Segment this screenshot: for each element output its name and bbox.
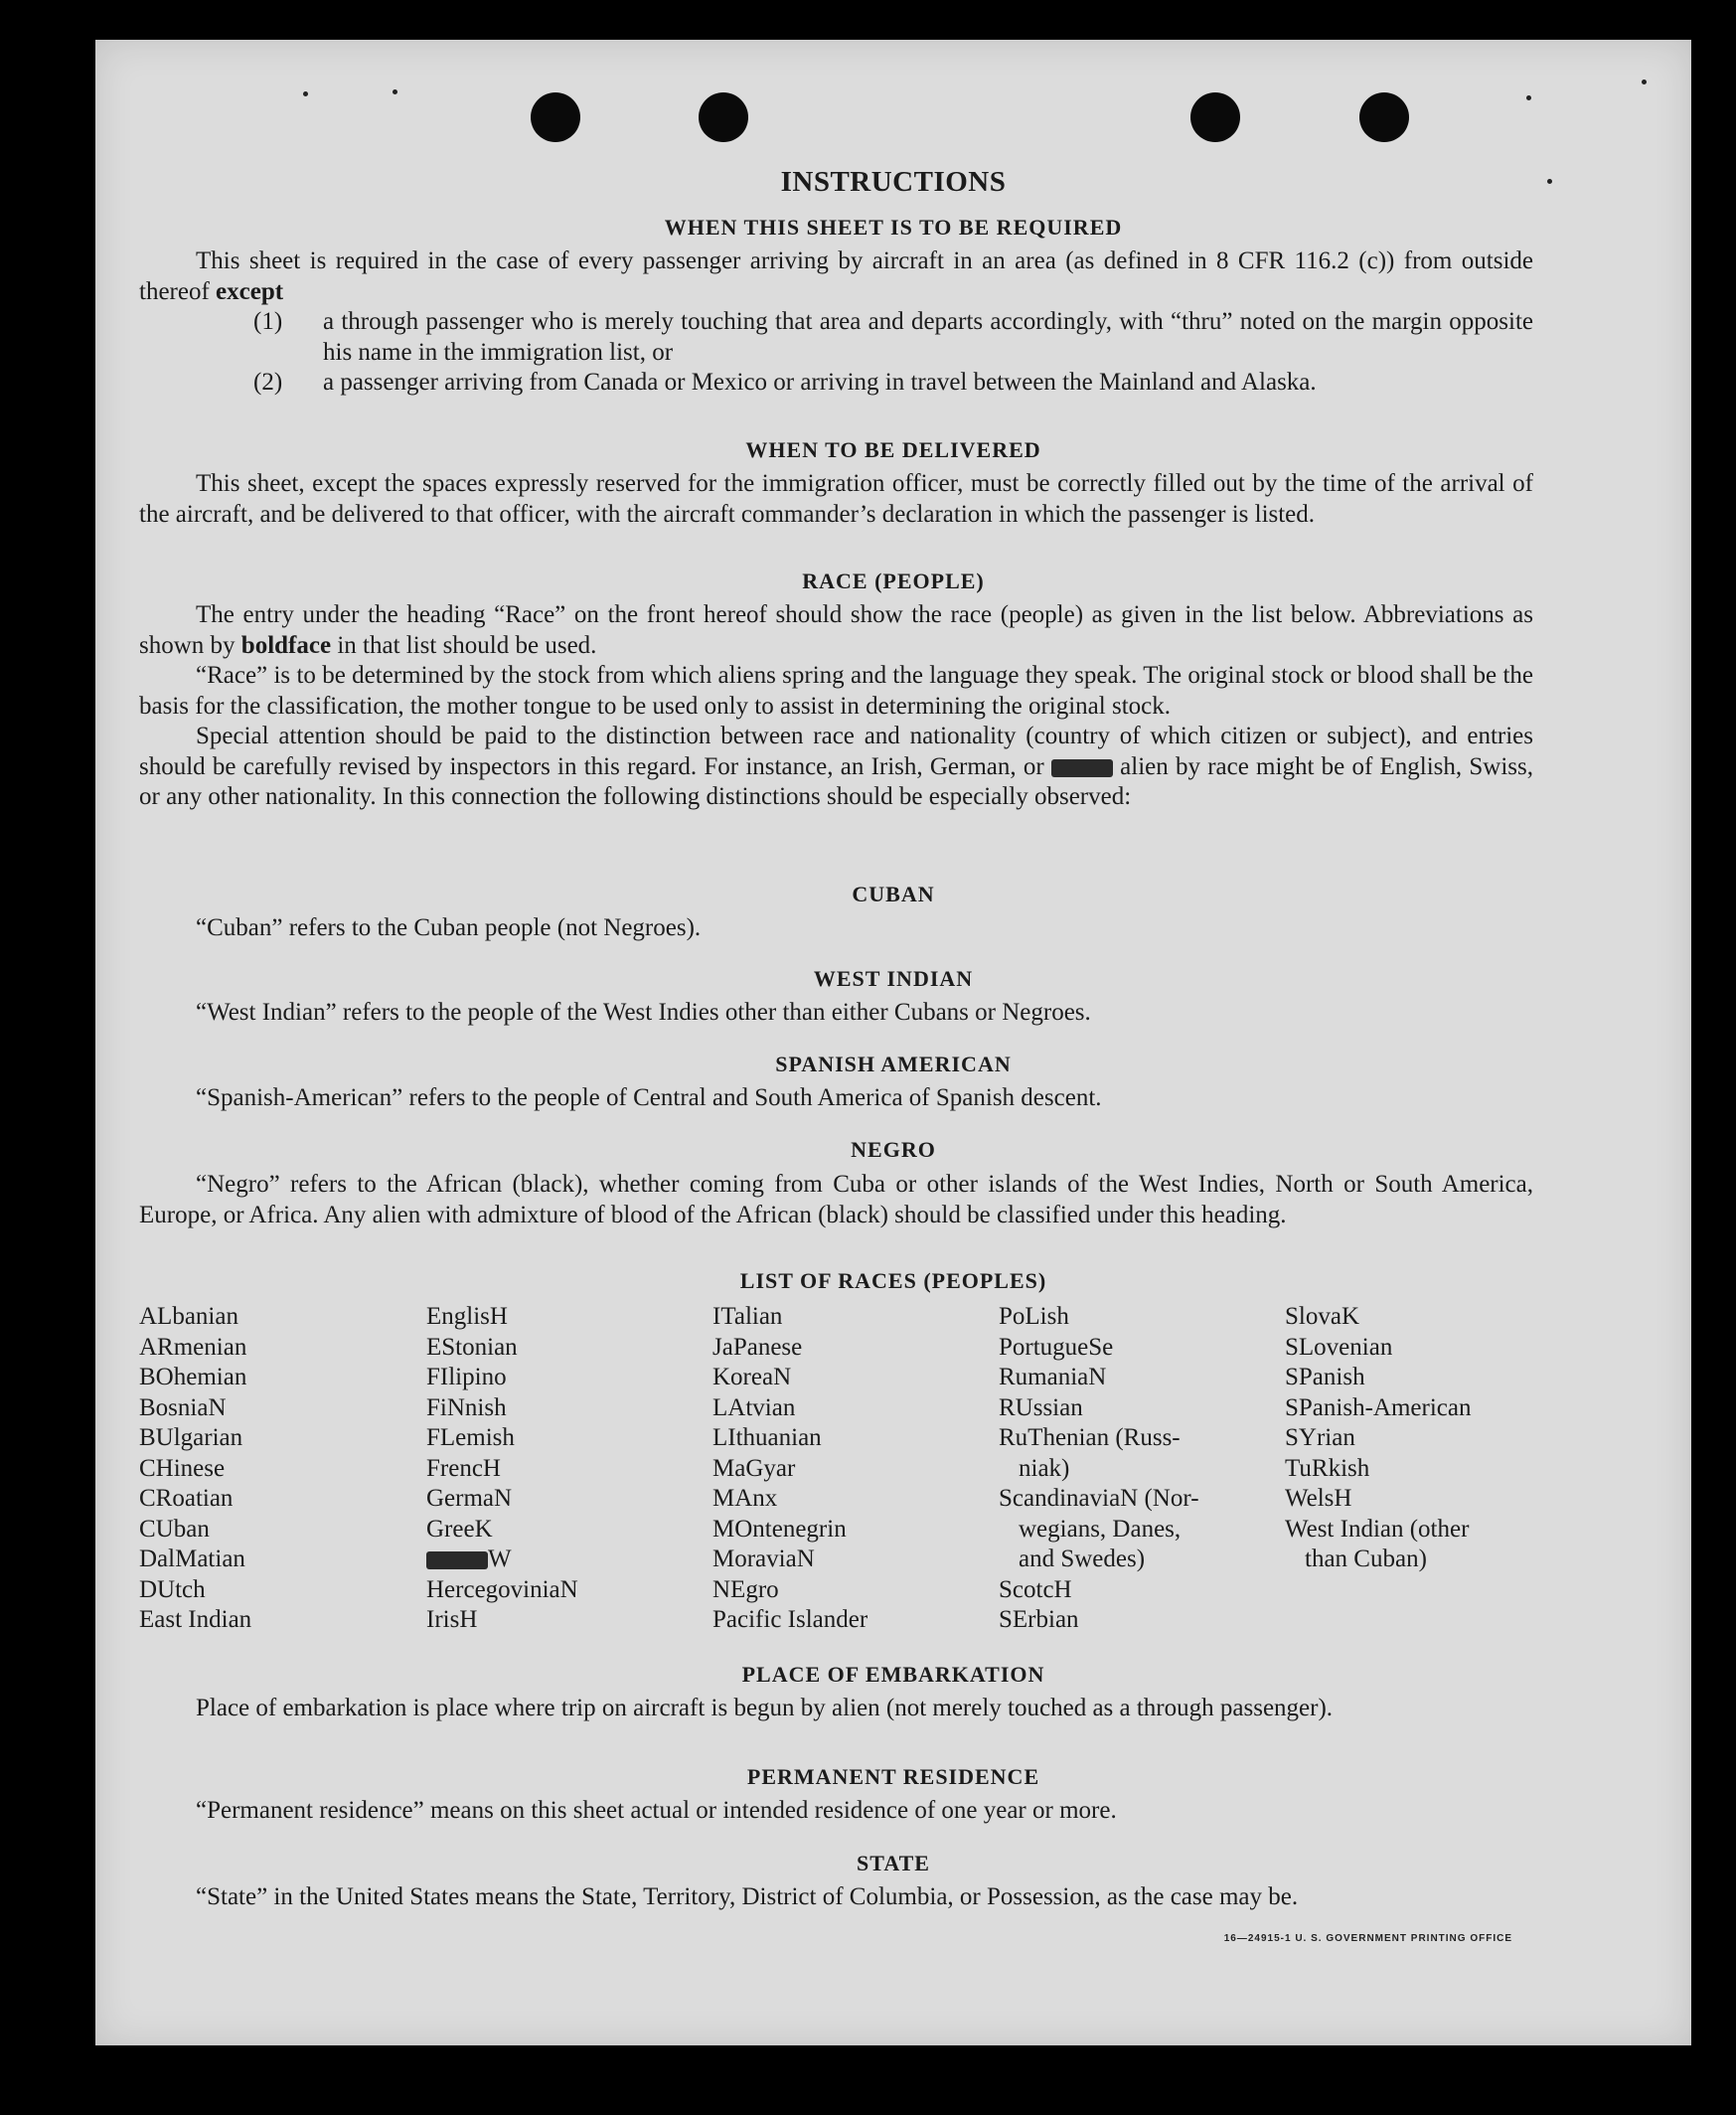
speck xyxy=(1642,80,1647,84)
race-entry: SYrian xyxy=(1285,1424,1355,1451)
race-entry: TuRkish xyxy=(1285,1454,1370,1482)
race-entry: LIthuanian xyxy=(712,1424,822,1451)
race-entry: CUban xyxy=(139,1515,210,1543)
cuban-block xyxy=(139,913,1533,944)
heading-list-of-races: LIST OF RACES (PEOPLES) xyxy=(739,1268,1047,1293)
race-entry: PortugueSe xyxy=(999,1333,1114,1361)
heading-embarkation: PLACE OF EMBARKATION xyxy=(741,1662,1045,1687)
race-entry: ScandinaviaN (Nor- xyxy=(999,1485,1199,1512)
speck xyxy=(1526,95,1531,100)
race-column-1 xyxy=(139,1302,251,1636)
race-entry: EStonian xyxy=(426,1333,518,1361)
race-p1-tail: in that list should be used. xyxy=(331,631,597,659)
race-entry: FLemish xyxy=(426,1424,515,1451)
redaction-mark xyxy=(1051,759,1113,777)
race-entry: FiNnish xyxy=(426,1393,507,1421)
redaction-mark xyxy=(426,1551,488,1569)
race-block xyxy=(139,600,1533,813)
when-delivered-text: This sheet, except the spaces expressly reserved for the immigration officer, must be correctly filled out by the time of the arrival of the aircraft, and be delivered to that officer, with the aircraft commander’s declaration in which the passenger is listed. xyxy=(139,470,1533,528)
race-entry: EnglisH xyxy=(426,1303,508,1330)
spanish-american-text: “Spanish-American” refers to the people of Central and South America of Spanish descent. xyxy=(196,1084,1102,1111)
race-entry: MoraviaN xyxy=(712,1546,815,1572)
race-entry: PoLish xyxy=(999,1303,1069,1330)
negro-text: “Negro” refers to the African (black), whether coming from Cuba or other islands of the West Indies, North or South America, Europe, or Africa. Any alien with admixture of blood of the African (black) should be classified under this heading. xyxy=(139,1171,1533,1228)
race-entry: MOntenegrin xyxy=(712,1515,847,1543)
race-entry: GermaN xyxy=(426,1485,513,1512)
race-entry-continued: and Swedes) xyxy=(1019,1546,1146,1572)
race-entry: FrencH xyxy=(426,1454,501,1482)
race-entry: RUssian xyxy=(999,1393,1083,1421)
race-entry: DUtch xyxy=(139,1575,206,1603)
heading-negro: NEGRO xyxy=(851,1137,936,1162)
race-entry-continued: niak) xyxy=(1019,1454,1070,1482)
race-entry: CRoatian xyxy=(139,1485,234,1512)
list-item xyxy=(139,307,1533,368)
intro-except: except xyxy=(216,277,284,305)
punch-hole xyxy=(1190,92,1240,142)
race-entry: NEgro xyxy=(712,1575,779,1603)
when-required-block xyxy=(139,246,1533,399)
speck xyxy=(303,91,308,96)
race-entry-redacted xyxy=(426,1545,578,1575)
race-column-3 xyxy=(712,1302,868,1636)
race-entry: ITalian xyxy=(712,1303,783,1330)
punch-hole xyxy=(531,92,580,142)
race-p3-tail: alien by race might be of English, Swiss, or any other nationality. In this connection the following distinctions should be especially observed: xyxy=(139,752,1533,810)
race-p1 xyxy=(139,600,1533,661)
race-p1-bold: boldface xyxy=(240,631,332,659)
heading-west-indian: WEST INDIAN xyxy=(813,966,974,991)
punch-hole xyxy=(1359,92,1409,142)
printing-office-footer: 16—24915-1 U. S. GOVERNMENT PRINTING OFFICE xyxy=(1223,1933,1512,1944)
heading-cuban: CUBAN xyxy=(852,882,935,906)
race-entry: KoreaN xyxy=(712,1364,792,1390)
west-indian-text: “West Indian” refers to the people of the West Indies other than either Cubans or Negroes. xyxy=(196,999,1091,1026)
race-entry: GreeK xyxy=(426,1515,493,1543)
heading-state: STATE xyxy=(857,1851,930,1875)
race-entry: Pacific Islander xyxy=(712,1606,868,1633)
race-p1-text: The entry under the heading “Race” on the front hereof should show the race (people) as given in the list below. Abbreviations as shown by xyxy=(139,601,1533,659)
race-entry: ScotcH xyxy=(999,1575,1072,1603)
race-entry: SPanish xyxy=(1285,1364,1365,1390)
race-entry: SErbian xyxy=(999,1606,1079,1633)
race-entry: IrisH xyxy=(426,1606,478,1633)
punch-hole xyxy=(699,92,748,142)
race-entry: DalMatian xyxy=(139,1546,245,1572)
heading-residence: PERMANENT RESIDENCE xyxy=(746,1764,1040,1789)
race-entry: LAtvian xyxy=(712,1393,796,1421)
race-entry: East Indian xyxy=(139,1606,252,1633)
embarkation-text: Place of embarkation is place where trip on aircraft is begun by alien (not merely touched as a through passenger). xyxy=(196,1695,1334,1721)
race-entry: JaPanese xyxy=(712,1333,803,1361)
race-entry: FIlipino xyxy=(426,1364,507,1390)
page-title: INSTRUCTIONS xyxy=(780,166,1007,198)
when-required-intro xyxy=(139,246,1533,307)
residence-block xyxy=(139,1796,1533,1827)
race-entry: West Indian (other xyxy=(1285,1515,1470,1543)
race-entry: HercegoviniaN xyxy=(426,1575,578,1603)
heading-when-delivered: WHEN TO BE DELIVERED xyxy=(745,437,1041,462)
when-delivered-block xyxy=(139,469,1533,530)
document-sheet xyxy=(95,40,1691,2045)
race-entry: RumaniaN xyxy=(999,1364,1107,1390)
heading-when-required: WHEN THIS SHEET IS TO BE REQUIRED xyxy=(664,215,1123,240)
race-column-2 xyxy=(426,1302,578,1636)
race-entry-continued: wegians, Danes, xyxy=(1019,1515,1182,1543)
negro-block xyxy=(139,1170,1533,1230)
race-entry-tail: W xyxy=(488,1546,512,1572)
heading-spanish-american: SPANISH AMERICAN xyxy=(775,1052,1012,1076)
speck xyxy=(393,89,397,94)
race-entry: MaGyar xyxy=(712,1454,796,1482)
race-p3 xyxy=(139,722,1533,813)
item-text: a passenger arriving from Canada or Mexico or arriving in travel between the Mainland and Alaska. xyxy=(323,369,1317,396)
state-block xyxy=(139,1882,1533,1913)
race-entry: ARmenian xyxy=(139,1333,247,1361)
race-column-4 xyxy=(999,1302,1199,1636)
spanish-american-block xyxy=(139,1083,1533,1114)
race-p2: “Race” is to be determined by the stock from which aliens spring and the language they speak. The original stock or blood shall be the basis for the classification, the mother tongue to be used only to assist in determining the original stock. xyxy=(139,662,1533,720)
race-entry: CHinese xyxy=(139,1454,226,1482)
item-number: (2) xyxy=(253,369,283,396)
race-entry: SPanish-American xyxy=(1285,1393,1472,1421)
race-entry: SlovaK xyxy=(1285,1303,1359,1330)
race-entry: BosniaN xyxy=(139,1393,227,1421)
race-entry: MAnx xyxy=(712,1485,778,1512)
intro-text: This sheet is required in the case of every passenger arriving by aircraft in an area (as defined in 8 CFR 116.2 (c)) from outside thereof xyxy=(139,247,1533,305)
item-number: (1) xyxy=(253,308,283,335)
race-entry: BOhemian xyxy=(139,1364,247,1390)
state-text: “State” in the United States means the State, Territory, District of Columbia, or Possession, as the case may be. xyxy=(196,1883,1299,1910)
race-entry: SLovenian xyxy=(1285,1333,1393,1361)
race-entry: BUlgarian xyxy=(139,1424,243,1451)
cuban-text: “Cuban” refers to the Cuban people (not Negroes). xyxy=(196,914,702,941)
west-indian-block xyxy=(139,998,1533,1029)
heading-race: RACE (PEOPLE) xyxy=(802,569,985,593)
race-p3-text: Special attention should be paid to the distinction between race and nationality (country of which citizen or subject), and entries should be carefully revised by inspectors in this regard. For instance, an Irish, German, or xyxy=(139,723,1533,780)
residence-text: “Permanent residence” means on this sheet actual or intended residence of one year or more. xyxy=(196,1797,1117,1824)
race-entry: WelsH xyxy=(1285,1485,1352,1512)
list-item xyxy=(139,368,1533,399)
race-entry-continued: than Cuban) xyxy=(1305,1546,1427,1572)
embarkation-block xyxy=(139,1694,1533,1724)
race-entry: RuThenian (Russ- xyxy=(999,1424,1181,1451)
item-text: a through passenger who is merely touching that area and departs accordingly, with “thru” noted on the margin opposite his name in the immigration list, or xyxy=(323,308,1533,366)
race-column-5 xyxy=(1285,1302,1471,1575)
race-entry: ALbanian xyxy=(139,1303,238,1330)
